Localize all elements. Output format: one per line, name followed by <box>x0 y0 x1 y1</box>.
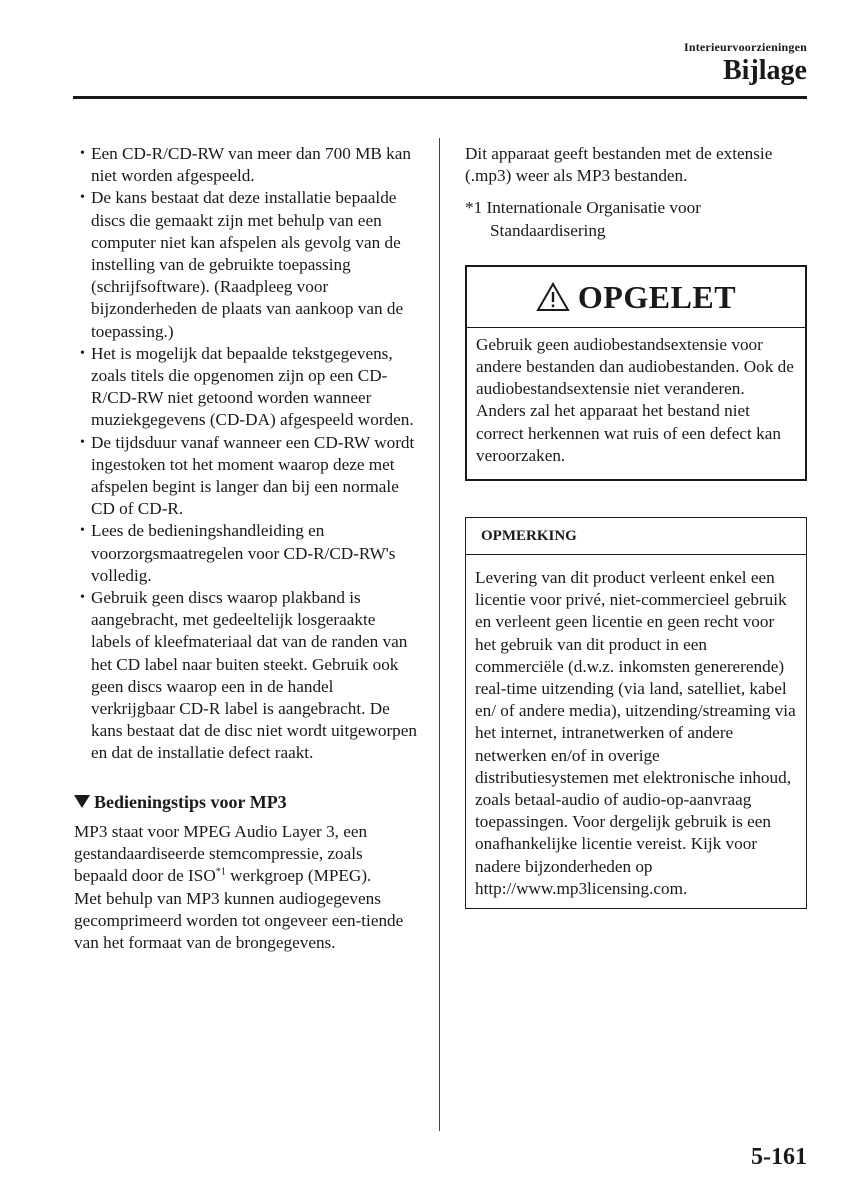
footnote-ref: *1 <box>215 866 226 878</box>
list-item <box>74 520 419 587</box>
section-heading <box>74 791 419 813</box>
list-item-text: De tijdsduur vanaf wanneer een CD-RW wordt ingestoken tot het moment waarop deze met afspelen begint is langer dan bij een normale CD of CD-R. <box>91 432 415 519</box>
section-heading-text: Bedieningstips voor MP3 <box>94 791 287 812</box>
column-divider <box>439 138 440 1131</box>
bullet-dot: • <box>80 523 85 539</box>
mp3-paragraph-text-end: werkgroep (MPEG). <box>225 866 372 886</box>
caution-box <box>465 265 807 481</box>
bullet-dot: • <box>80 345 85 361</box>
note-title: OPMERKING <box>466 518 806 555</box>
intro-paragraph: Dit apparaat geeft bestanden met de extensie (.mp3) weer als MP3 bestanden. <box>465 144 773 186</box>
bullet-dot: • <box>80 190 85 206</box>
mp3-paragraph <box>74 821 419 888</box>
list-item-text: Het is mogelijk dat bepaalde tekstgegevens, zoals titels die opgenomen zijn op een CD-R/CD-RW niet getoond worden wanneer muziekgegevens (CD-DA) afgespeeld worden. <box>91 343 414 430</box>
list-item <box>74 432 419 521</box>
triangle-down-icon <box>74 795 90 808</box>
caution-body: Gebruik geen audiobestandsextensie voor andere bestanden dan audiobestanden. Ook de audiobestandsextensie niet veranderen. Anders zal het apparaat het bestand niet correct herkennen wat ruis of een defect kan veroorzaken. <box>476 334 794 465</box>
list-item <box>74 187 419 342</box>
bullet-list <box>74 143 419 765</box>
left-column <box>74 143 419 954</box>
caution-header <box>467 267 805 328</box>
note-box <box>465 517 807 909</box>
bullet-dot: • <box>80 146 85 161</box>
list-item-text: Gebruik geen discs waarop plakband is aangebracht, met gedeeltelijk losgeraakte labels of kleefmateriaal dat van de randen van het CD label naar buiten steekt. Gebruik ook geen discs waarop een in de handel verkrijgbaar CD-R label is aangebracht. De kans bestaat dat de disc niet wordt uitgeworpen en dat de installatie defect raakt. <box>91 588 417 763</box>
note-body: Levering van dit product verleent enkel een licentie voor privé, niet-commercieel gebruik en verleent geen licentie en geen recht voor het gebruik van dit product in een commerciële (d.w.z. inkomsten genererende) real-time uitzending (via land, satelliet, kabel en/ of andere media), uitzending/streaming via het internet, intranetwerken of andere netwerken en/of in overige distributiesystemen met elektronische inhoud, zoals betaal-audio of audio-op-aanvraag toepassingen. Voor dergelijk gebruik is een onafhankelijke licentie vereist. Kijk voor nadere bijzonderheden op http://www.mp3licensing.com. <box>475 568 796 898</box>
footnote: *1 Internationale Organisatie voor Standaardisering <box>465 198 701 240</box>
header-rule <box>73 96 807 99</box>
page-title: Bijlage <box>723 55 807 86</box>
list-item-text: De kans bestaat dat deze installatie bepaalde discs die gemaakt zijn met behulp van een computer niet kan afspelen als gevolg van de instelling van de gebruikte toepassing (schrijfsoftware). (Raadpleeg voor bijzonderheden de plaats van aankoop van de toepassing.) <box>91 188 404 341</box>
list-item-text: Een CD-R/CD-RW van meer dan 700 MB kan niet worden afgespeeld. <box>91 144 411 186</box>
right-column <box>465 143 810 909</box>
bullet-dot: • <box>80 590 85 606</box>
warning-triangle-icon <box>536 282 570 312</box>
mp3-paragraph-text: MP3 staat voor MPEG Audio Layer 3, een gestandaardiseerde stemcompressie, zoals bepaald door de ISO <box>74 821 368 886</box>
page-number: 5-161 <box>751 1144 807 1170</box>
caution-title: OPGELET <box>577 278 737 315</box>
header-section-label: Interieurvoorzieningen <box>683 40 807 54</box>
list-item <box>74 587 419 765</box>
list-item <box>74 343 419 432</box>
bullet-dot: • <box>80 434 85 450</box>
list-item <box>74 143 419 187</box>
compression-paragraph: Met behulp van MP3 kunnen audiogegevens gecomprimeerd worden tot ongeveer een-tiende van het formaat van de brongegevens. <box>74 888 404 952</box>
list-item-text: Lees de bedieningshandleiding en voorzorgsmaatregelen voor CD-R/CD-RW's volledig. <box>91 521 396 585</box>
